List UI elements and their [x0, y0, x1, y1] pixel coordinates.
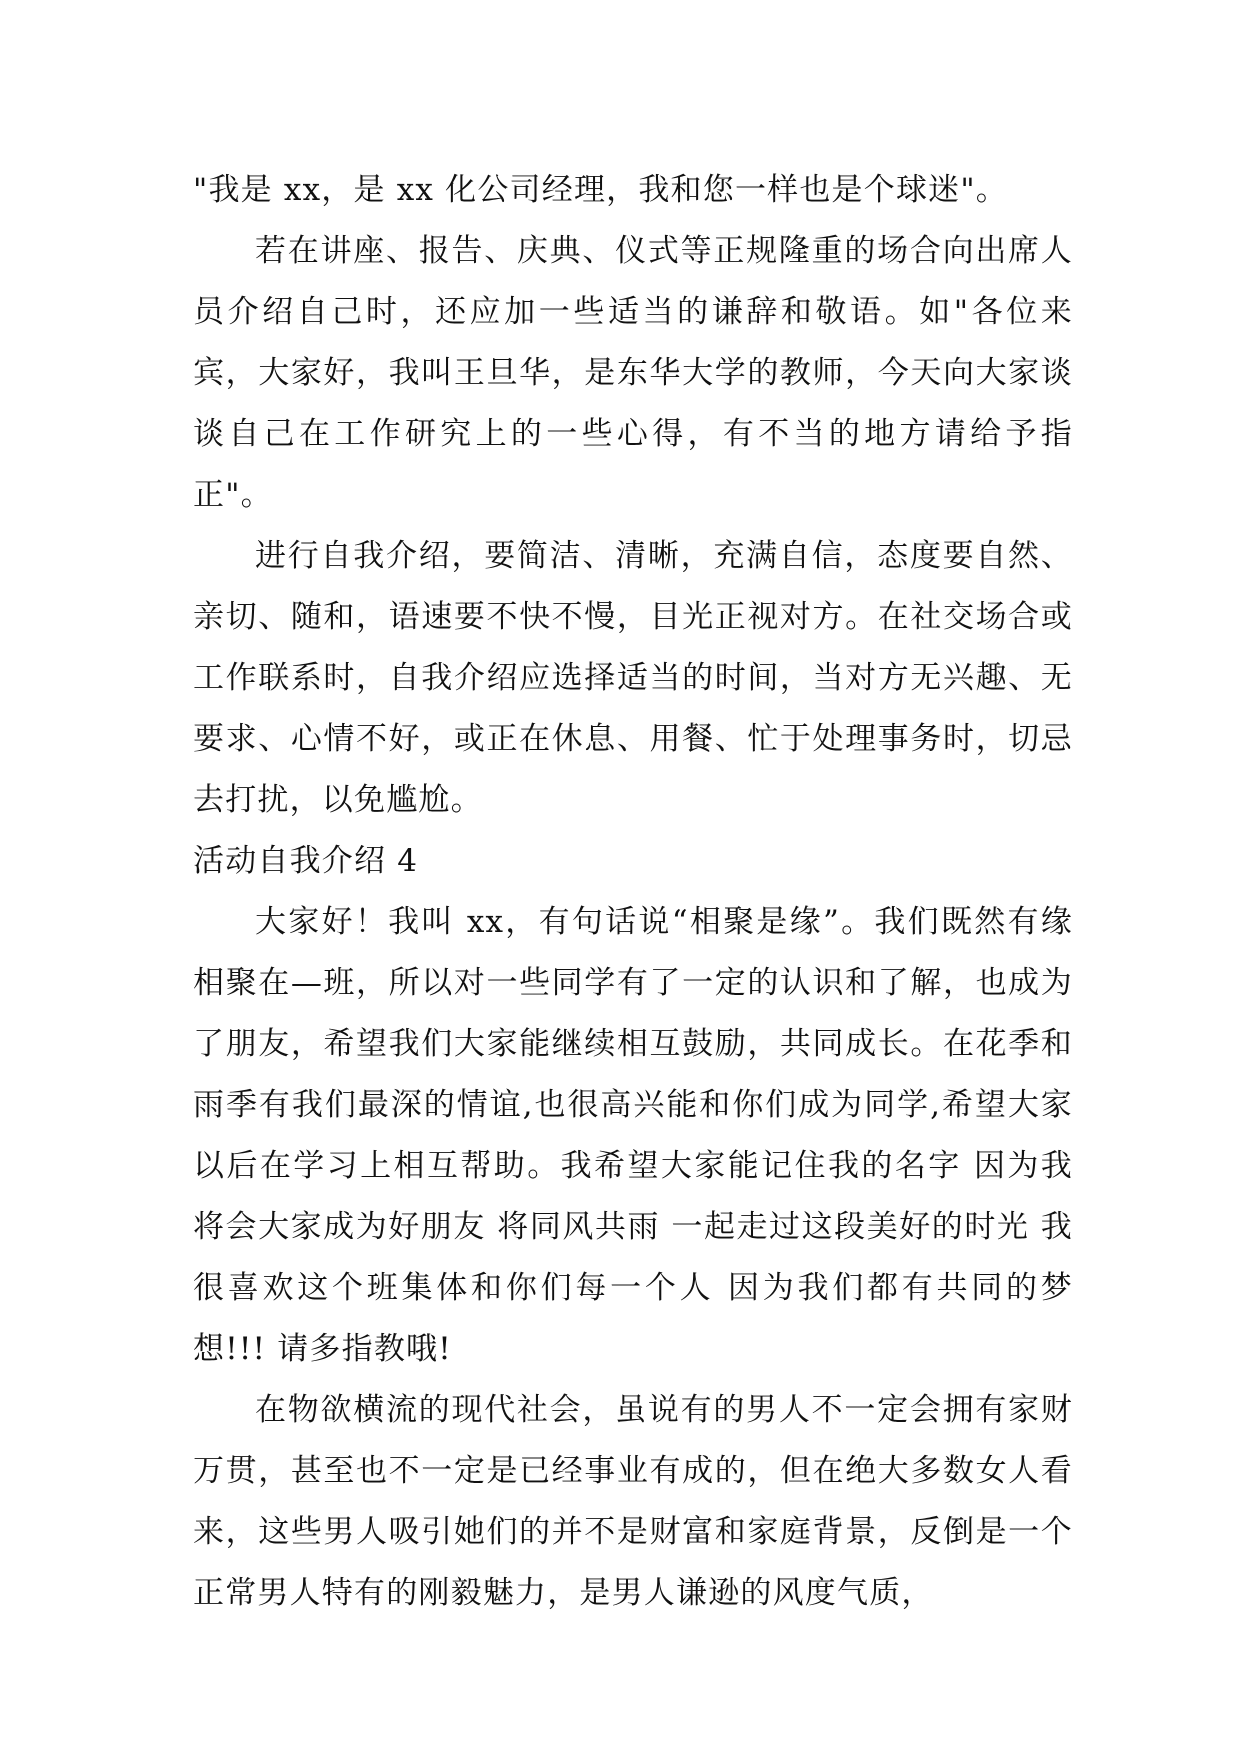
paragraph-3: 进行自我介绍，要简洁、清晰，充满自信，态度要自然、亲切、随和，语速要不快不慢，目光正视对方。在社交场合或工作联系时，自我介绍应选择适当的时间，当对方无兴趣、无要求、心情不好，或正在休息、用餐、忙于处理事务时，切忌去打扰，以免尴尬。 [193, 538, 1073, 818]
document-body [193, 160, 1073, 1624]
paragraph-2: 若在讲座、报告、庆典、仪式等正规隆重的场合向出席人员介绍自己时，还应加一些适当的谦辞和敬语。如"各位来宾，大家好，我叫王旦华，是东华大学的教师，今天向大家谈谈自己在工作研究上的一些心得，有不当的地方请给予指正"。 [193, 233, 1073, 513]
paragraph-5: 在物欲横流的现代社会，虽说有的男人不一定会拥有家财万贯，甚至也不一定是已经事业有成的，但在绝大多数女人看来，这些男人吸引她们的并不是财富和家庭背景，反倒是一个正常男人特有的刚毅魅力，是男人谦逊的风度气质， [193, 1392, 1073, 1611]
paragraph-1: "我是 xx，是 xx 化公司经理，我和您一样也是个球迷"。 [193, 172, 1009, 208]
paragraph-4: 大家好！我叫 xx，有句话说“相聚是缘”。我们既然有缘相聚在—班，所以对一些同学有了一定的认识和了解，也成为了朋友，希望我们大家能继续相互鼓励，共同成长。在花季和雨季有我们最深的情谊,也很高兴能和你们成为同学,希望大家以后在学习上相互帮助。我希望大家能记住我的名字 因为我将会大家成为好朋友 将同风共雨 一起走过这段美好的时光 我很喜欢这个班集体和你们每一个人 因为我们都有共同的梦想!!! 请多指教哦! [193, 904, 1073, 1367]
section-heading: 活动自我介绍 4 [193, 843, 419, 879]
